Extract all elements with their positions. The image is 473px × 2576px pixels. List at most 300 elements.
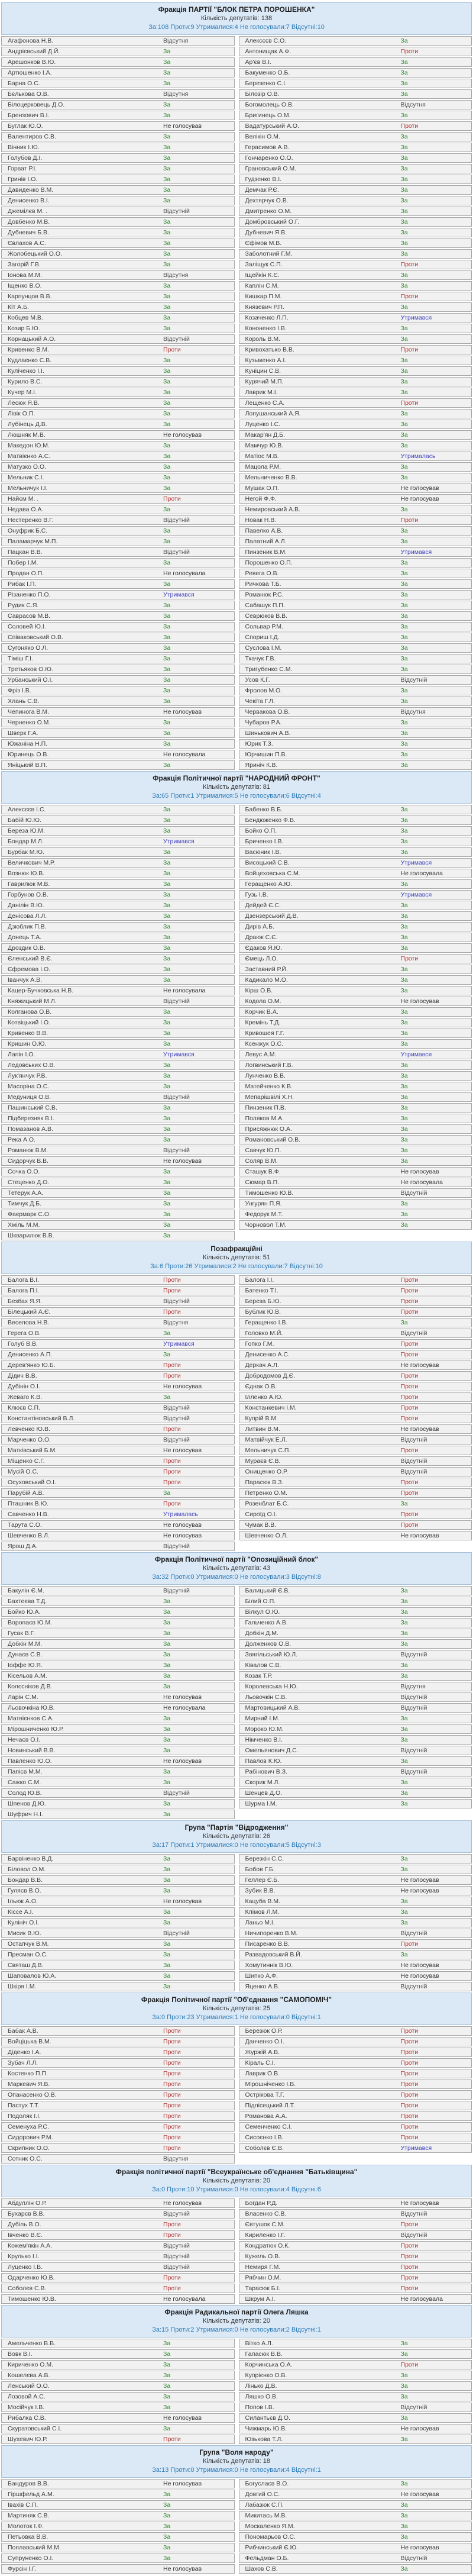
deputy-vote-cell [1, 858, 235, 868]
deputy-vote-cell [1, 1071, 235, 1081]
deputy-name: Геращенко А.Ю. [245, 881, 293, 888]
vote-value: Не голосувала [400, 2295, 443, 2303]
vote-value: Проти [163, 1468, 181, 1475]
deputy-row [1, 975, 472, 985]
deputy-name: Дерев'янко Ю.Б. [8, 1362, 56, 1369]
deputy-vote-cell [239, 494, 472, 504]
deputy-vote-cell [1, 398, 235, 408]
vote-value: Відсутня [163, 272, 189, 279]
vote-value: Відсутній [163, 2264, 190, 2271]
deputy-name: Денісова Л.Л. [8, 913, 47, 920]
faction-title: Фракція Політичної партії "НАРОДНИЙ ФРОНТ" [153, 774, 320, 782]
vote-value: За [400, 304, 408, 311]
deputy-vote-cell [239, 579, 472, 589]
vote-value: За [163, 506, 171, 513]
deputy-name: Новак Н.В. [245, 517, 277, 524]
deputy-row [1, 398, 472, 408]
deputy-name: Ємець Л.О. [245, 955, 278, 962]
deputy-vote-cell [239, 1018, 472, 1027]
deputy-name: Звягільський Ю.Л. [245, 1651, 298, 1658]
deputy-vote-cell [239, 2564, 472, 2574]
deputy-row [1, 1499, 472, 1508]
deputy-name: Чорновол Т.М. [245, 1221, 287, 1229]
vote-value: За [400, 2533, 408, 2540]
deputy-name: Матвійчук Е.Л. [245, 1436, 287, 1443]
deputy-vote-cell [239, 36, 472, 46]
deputy-name: Кужель О.В. [245, 2253, 281, 2260]
deputy-vote-cell [239, 68, 472, 78]
deputy-row [1, 2554, 472, 2563]
deputy-row [1, 1531, 472, 1540]
vote-value: Не голосував [163, 1383, 202, 1390]
vote-value: За [163, 1211, 171, 1218]
deputy-row [1, 526, 472, 536]
deputy-name: Шкіря І.М. [8, 1983, 37, 1990]
deputy-name: Бендюженко Ф.В. [245, 817, 296, 824]
deputy-name: Рибчинський Є.Ю. [245, 2544, 299, 2551]
vote-value: За [163, 1683, 171, 1690]
faction-title: Фракція Політичної партії "Об'єднання "САМОПОМІЧ" [141, 1995, 332, 2004]
deputy-name: Лапін І.О. [8, 1051, 35, 1058]
deputy-name: Довбенко М.В. [8, 218, 50, 225]
deputy-row [1, 452, 472, 461]
deputy-name: Іщейкін К.Є. [245, 272, 280, 279]
deputy-vote-cell [239, 2080, 472, 2089]
vote-value: За [163, 2372, 171, 2379]
deputy-name: Мураєв Є.В. [245, 1458, 281, 1465]
deputy-row [1, 1231, 472, 1240]
vote-value: За [163, 2404, 171, 2411]
deputy-row [1, 1178, 472, 1187]
deputy-name: Льовочкіна Ю.В. [8, 1704, 55, 1711]
vote-value: За [163, 399, 171, 407]
deputy-vote-cell [1, 1082, 235, 1091]
deputy-row [1, 345, 472, 354]
deputy-vote-cell [1, 185, 235, 195]
vote-value: Проти [163, 1287, 181, 1294]
deputy-name: Корчик В.А. [245, 1008, 278, 1015]
deputy-row [1, 68, 472, 78]
vote-value: За [163, 934, 171, 941]
vote-value: За [400, 282, 408, 289]
vote-value: Не голосувала [163, 570, 206, 577]
deputy-name: Кононенко І.В. [245, 325, 287, 332]
deputy-name: Петьовка В.В. [8, 2533, 48, 2540]
deputy-vote-cell [239, 1478, 472, 1487]
deputy-name: Чижмарь Ю.В. [245, 2425, 287, 2432]
vote-value: Відсутній [400, 2232, 427, 2239]
deputy-name: Кодола О.М. [245, 998, 281, 1005]
deputy-vote-cell [1, 249, 235, 259]
deputy-name: Кремінь Т.Д. [245, 1019, 281, 1026]
vote-value: Проти [163, 2274, 181, 2281]
vote-value: Відсутній [400, 2210, 427, 2217]
vote-value: Відсутній [400, 1694, 427, 1701]
deputy-vote-cell [1, 1788, 235, 1798]
vote-value: Проти [163, 2038, 181, 2045]
deputy-name: Чепинога В.М. [8, 708, 49, 715]
vote-value: Відсутній [163, 1790, 190, 1797]
deputy-vote-cell [239, 1135, 472, 1144]
deputy-row [1, 1939, 472, 1949]
deputy-row [1, 2220, 472, 2229]
deputy-vote-cell [1, 1756, 235, 1766]
deputy-vote-cell [239, 943, 472, 953]
deputy-name: Шпенов Д.Ю. [8, 1800, 46, 1807]
deputy-name: Білецький А.Є. [8, 1308, 51, 1316]
deputy-name: Кудлаєнко С.В. [8, 357, 52, 364]
deputy-vote-cell [1, 196, 235, 205]
deputy-vote-cell [239, 1618, 472, 1627]
vote-value: За [163, 559, 171, 566]
deputy-row [1, 986, 472, 995]
deputy-name: Савченко Н.В. [8, 1511, 49, 1518]
deputy-name: Матейченко К.В. [245, 1083, 293, 1090]
vote-value: За [400, 1630, 408, 1637]
vote-value: Проти [400, 1415, 419, 1422]
vote-value: За [163, 1062, 171, 1069]
vote-value: За [163, 623, 171, 630]
vote-value: Відсутній [163, 998, 190, 1005]
deputy-vote-cell [239, 185, 472, 195]
deputy-name: Співаковський О.В. [8, 634, 63, 641]
deputy-vote-cell [239, 1918, 472, 1927]
deputy-name: Войціцька В.М. [8, 2038, 51, 2045]
deputy-vote-cell [1, 922, 235, 931]
vote-value: За [163, 762, 171, 769]
deputy-vote-cell [239, 2101, 472, 2110]
deputy-vote-cell [239, 1939, 472, 1949]
vote-value: За [163, 1179, 171, 1186]
deputy-vote-cell [239, 515, 472, 525]
vote-value: Проти [163, 2049, 181, 2056]
deputy-name: Бойко Ю.А. [8, 1608, 41, 1616]
deputy-vote-cell [239, 954, 472, 963]
vote-value: Не голосував [163, 1694, 202, 1701]
deputy-count: Кількість депутатів: 25 [202, 2005, 271, 2012]
deputy-name: Вілкул О.Ю. [245, 1608, 280, 1616]
deputy-name: Сольвар Р.М. [245, 623, 283, 630]
deputy-name: Васюник І.В. [245, 849, 281, 856]
deputy-vote-cell [239, 1650, 472, 1659]
vote-value: Відсутній [163, 2210, 190, 2217]
deputy-row [1, 2543, 472, 2552]
vote-value: Проти [400, 2361, 419, 2368]
deputy-vote-cell [239, 377, 472, 386]
deputy-vote-cell [1, 1435, 235, 1445]
vote-value: Проти [400, 2242, 419, 2249]
deputy-name: Данченко О.І. [245, 2038, 284, 2045]
deputy-vote-cell [239, 57, 472, 67]
deputy-vote-cell [1, 1114, 235, 1123]
deputy-name: Бублик Ю.В. [245, 1308, 281, 1316]
deputy-name: Тимошенко Ю.В. [245, 1189, 294, 1197]
deputy-name: Фролов М.О. [245, 687, 283, 694]
vote-value: Проти [400, 1383, 419, 1390]
deputy-name: Джемілєв М. . [8, 208, 48, 215]
deputy-vote-cell [1, 686, 235, 695]
deputy-name: Молоток І.Ф. [8, 2523, 44, 2530]
deputy-vote-cell [1, 313, 235, 323]
vote-value: За [163, 2382, 171, 2390]
vote-value: За [400, 740, 408, 747]
deputy-name: Козаченко Л.П. [245, 314, 289, 321]
vote-value: Проти [400, 517, 419, 524]
vote-value: Не голосував [400, 1532, 439, 1539]
deputy-vote-cell [1, 2273, 235, 2282]
deputy-name: Макар'ян Д.Б. [245, 431, 285, 439]
deputy-name: Гуляєв В.О. [8, 1887, 41, 1894]
deputy-vote-cell [239, 2198, 472, 2208]
deputy-vote-cell [239, 869, 472, 878]
deputy-vote-cell [1, 2069, 235, 2078]
deputy-vote-cell [1, 2037, 235, 2046]
vote-summary: За:6 Проти:26 Утрималися:2 Не голосували:7 Відсутні:10 [150, 1263, 323, 1270]
deputy-name: Міщенко С.Г. [8, 1458, 45, 1465]
deputy-name: Матіос М.В. [245, 453, 279, 460]
vote-value: За [400, 154, 408, 162]
faction-header [1, 771, 472, 804]
deputy-name: Ленський О.О. [8, 2382, 50, 2390]
deputy-row [1, 1597, 472, 1606]
vote-value: За [400, 655, 408, 662]
deputy-name: Величкович М.Р. [8, 859, 55, 866]
deputy-name: Льовочкін С.В. [245, 1694, 287, 1701]
deputy-row [1, 750, 472, 759]
vote-value: Проти [163, 2232, 181, 2239]
vote-value: За [163, 1919, 171, 1926]
vote-value: Проти [400, 1521, 419, 1529]
deputy-vote-cell [1, 1907, 235, 1917]
deputy-name: Дідич В.В. [8, 1372, 37, 1379]
deputy-name: Тетерук А.А. [8, 1189, 44, 1197]
deputy-name: Кулініч О.І. [8, 1919, 40, 1926]
deputy-name: Ківалов С.В. [245, 1662, 281, 1669]
vote-value: За [400, 1094, 408, 1101]
deputy-vote-cell [239, 2111, 472, 2121]
deputy-vote-cell [239, 1424, 472, 1434]
deputy-name: Парубій А.В. [8, 1489, 44, 1497]
deputy-vote-cell [239, 2522, 472, 2531]
vote-summary: За:108 Проти:9 Утрималися:4 Не голосували:7 Відсутні:10 [148, 24, 325, 31]
deputy-vote-cell [239, 1307, 472, 1317]
deputy-row [1, 2209, 472, 2219]
deputy-vote-cell [1, 2413, 235, 2423]
deputy-vote-cell [239, 890, 472, 899]
vote-value: За [163, 2425, 171, 2432]
vote-value: За [163, 2501, 171, 2509]
deputy-name: Валентиров С.В. [8, 133, 56, 140]
deputy-vote-cell [239, 526, 472, 536]
deputy-row [1, 1520, 472, 1530]
deputy-row [1, 143, 472, 152]
deputy-name: Корчинська О.А. [245, 2361, 293, 2368]
vote-value: Відсутній [163, 2242, 190, 2249]
vote-value: За [163, 1619, 171, 1626]
deputy-name: Ричкова Т.Б. [245, 581, 281, 588]
vote-value: За [400, 1919, 408, 1926]
vote-value: Відсутній [400, 1189, 427, 1197]
vote-value: Проти [400, 2253, 419, 2260]
deputy-vote-cell [1, 1499, 235, 1508]
vote-value: Не голосував [163, 2480, 202, 2487]
deputy-vote-cell [239, 1886, 472, 1895]
deputy-name: Соболєв С.В. [8, 2285, 47, 2292]
deputy-name: Чумак В.В. [245, 1521, 277, 1529]
deputy-vote-cell [1, 1167, 235, 1176]
vote-value: За [163, 612, 171, 620]
deputy-vote-cell [239, 430, 472, 440]
deputy-name: Попов І.В. [245, 2404, 274, 2411]
deputy-vote-cell [239, 805, 472, 814]
vote-value: За [400, 838, 408, 845]
deputy-row [1, 1618, 472, 1627]
deputy-vote-cell [239, 760, 472, 770]
deputy-name: Горват Р.І. [8, 165, 37, 172]
deputy-vote-cell [1, 356, 235, 365]
vote-value: Проти [400, 399, 419, 407]
deputy-name: Саврасов М.В. [8, 612, 51, 620]
deputy-vote-cell [239, 1403, 472, 1413]
deputy-row [1, 1339, 472, 1349]
vote-value: За [163, 1083, 171, 1090]
deputy-name: Мусій О.С. [8, 1468, 38, 1475]
deputy-vote-cell [1, 100, 235, 109]
vote-value: Не голосував [400, 998, 439, 1005]
deputy-name: Продан О.П. [8, 570, 44, 577]
vote-value: Проти [163, 2081, 181, 2088]
deputy-name: Пташник В.Ю. [8, 1500, 49, 1507]
deputy-row [1, 718, 472, 727]
vote-value: За [400, 186, 408, 194]
vote-value: За [163, 1962, 171, 1969]
deputy-name: Подоляк І.І. [8, 2113, 41, 2120]
deputy-vote-cell [1, 943, 235, 953]
deputy-name: Діденко І.А. [8, 2049, 41, 2056]
deputy-name: Крулько І.І. [8, 2253, 40, 2260]
deputy-name: Омельянович Д.С. [245, 1747, 299, 1754]
deputy-name: Ткачук Г.В. [245, 655, 276, 662]
deputy-vote-cell [239, 1692, 472, 1702]
deputy-vote-cell [1, 452, 235, 461]
deputy-vote-cell [239, 2349, 472, 2359]
deputy-row [1, 1018, 472, 1027]
vote-value: За [400, 133, 408, 140]
deputy-name: Микитась М.В. [245, 2512, 287, 2519]
deputy-vote-cell [239, 547, 472, 557]
deputy-name: Дзюблик П.В. [8, 923, 47, 930]
vote-value: За [400, 59, 408, 66]
deputy-name: Бабій Ю.Ю. [8, 817, 41, 824]
deputy-vote-cell [239, 1124, 472, 1134]
deputy-vote-cell [239, 2500, 472, 2510]
deputy-vote-cell [239, 260, 472, 269]
deputy-vote-cell [1, 1103, 235, 1113]
deputy-vote-cell [1, 890, 235, 899]
deputy-vote-cell [1, 879, 235, 889]
deputy-name: Гудзенко В.І. [245, 176, 282, 183]
deputy-row [1, 1767, 472, 1777]
vote-value: Проти [400, 2134, 419, 2141]
vote-value: Утримався [400, 859, 432, 866]
deputy-name: Гопко Г.М. [245, 1340, 274, 1347]
deputy-vote-cell [1, 1488, 235, 1498]
deputy-name: Ничипоренко В.М. [245, 1930, 298, 1937]
deputy-vote-cell [1, 175, 235, 184]
deputy-vote-cell [1, 345, 235, 354]
deputy-vote-cell [1, 2252, 235, 2261]
deputy-vote-cell [1, 1424, 235, 1434]
deputy-row [1, 965, 472, 974]
deputy-row [1, 1424, 472, 1434]
deputy-name: Батенко Т.І. [245, 1287, 278, 1294]
vote-value: Відсутній [163, 1436, 190, 1443]
deputy-name: Рабінович В.З. [245, 1768, 287, 1775]
vote-value: За [163, 1983, 171, 1990]
deputy-name: Кузьменко А.І. [245, 357, 287, 364]
vote-value: За [400, 250, 408, 257]
vote-value: За [400, 463, 408, 470]
vote-summary: За:65 Проти:1 Утрималися:5 Не голосували:6 Відсутні:4 [152, 792, 321, 799]
vote-value: За [163, 1951, 171, 1958]
vote-value: Відсутній [400, 1651, 427, 1658]
deputy-name: Білозір О.В. [245, 91, 280, 98]
vote-value: За [400, 2340, 408, 2347]
vote-value: За [400, 570, 408, 577]
vote-value: За [163, 2555, 171, 2562]
deputy-vote-cell [1, 2424, 235, 2433]
vote-value: Не голосував [400, 2544, 439, 2551]
deputy-name: Река А.О. [8, 1136, 35, 1143]
vote-value: За [400, 923, 408, 930]
deputy-name: Хлань С.В. [8, 698, 40, 705]
deputy-name: Королевська Н.Ю. [245, 1683, 298, 1690]
deputy-vote-cell [1, 1210, 235, 1219]
vote-value: За [400, 410, 408, 417]
vote-value: Утримався [400, 2145, 432, 2152]
deputy-vote-cell [239, 2339, 472, 2348]
vote-value: За [163, 1008, 171, 1015]
deputy-vote-cell [1, 2564, 235, 2574]
vote-value: Проти [163, 2102, 181, 2109]
vote-value: Проти [400, 2081, 419, 2088]
vote-value: Утрималась [400, 453, 436, 460]
deputy-name: Арешонков В.Ю. [8, 59, 56, 66]
vote-value: За [400, 581, 408, 588]
deputy-vote-cell [1, 2339, 235, 2348]
deputy-vote-cell [239, 356, 472, 365]
vote-value: За [163, 527, 171, 534]
deputy-name: Денисенко А.П. [8, 1351, 53, 1358]
faction-title: Фракція ПАРТІЇ "БЛОК ПЕТРА ПОРОШЕНКА" [158, 5, 315, 14]
deputy-vote-cell [239, 2532, 472, 2542]
vote-value: За [163, 1221, 171, 1229]
deputy-vote-cell [239, 1029, 472, 1038]
deputy-vote-cell [239, 1639, 472, 1649]
deputy-name: Бахтеєва Т.Д. [8, 1598, 47, 1605]
deputy-name: Жеваго К.В. [8, 1394, 43, 1401]
vote-value: За [400, 2393, 408, 2400]
vote-value: За [163, 1651, 171, 1658]
deputy-vote-cell [1, 933, 235, 942]
deputy-row [1, 2522, 472, 2531]
deputy-name: Шинькович А.В. [245, 730, 291, 737]
vote-value: За [163, 1779, 171, 1786]
deputy-vote-cell [1, 89, 235, 99]
vote-value: Проти [163, 2070, 181, 2077]
deputy-vote-cell [239, 1629, 472, 1638]
deputy-vote-cell [1, 1371, 235, 1381]
